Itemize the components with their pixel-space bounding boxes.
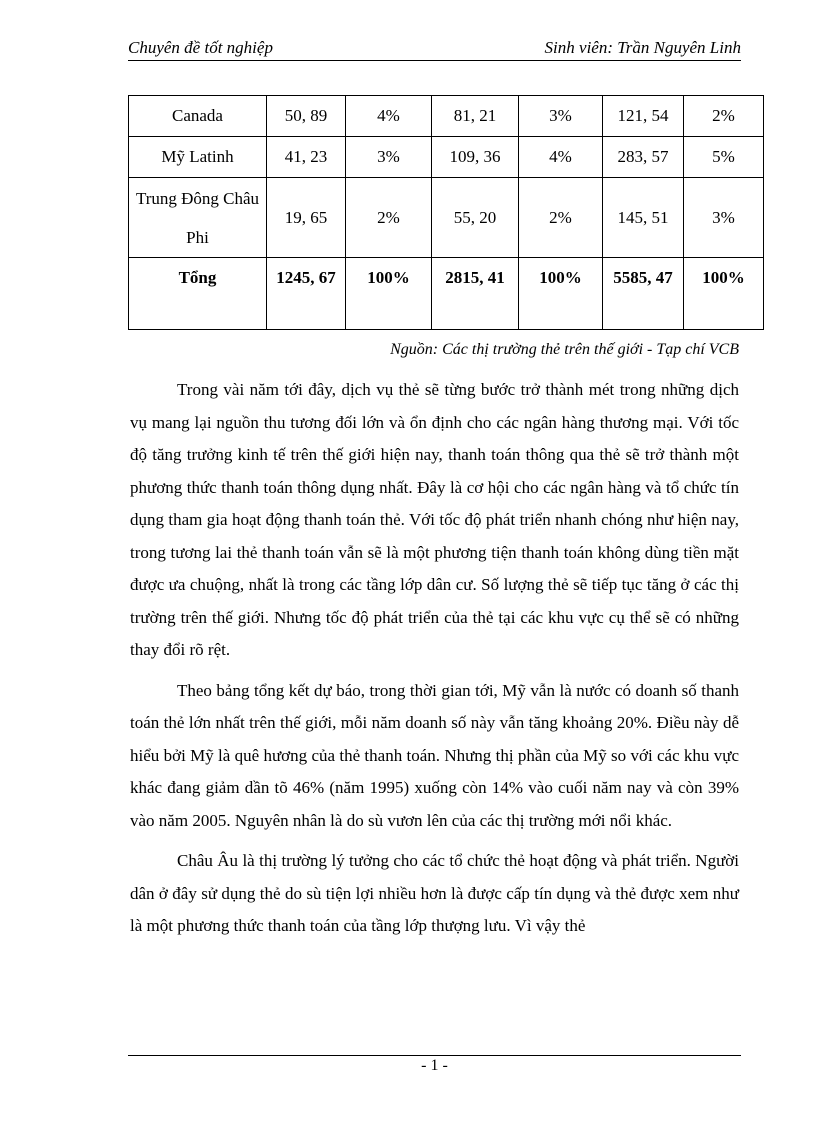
region-cell: Mỹ Latinh (129, 137, 267, 178)
share-cell: 2% (346, 178, 432, 258)
value-cell: 55, 20 (432, 178, 519, 258)
region-cell: Trung Đông Châu Phi (129, 178, 267, 258)
table-total-row (129, 258, 764, 330)
share-cell: 2% (684, 96, 764, 137)
body-text (130, 374, 739, 951)
share-cell: 3% (346, 137, 432, 178)
table-row (129, 137, 764, 178)
value-cell: 50, 89 (267, 96, 346, 137)
page-header (128, 38, 741, 61)
total-label-cell: Tổng (129, 258, 267, 330)
header-author: Sinh viên: Trần Nguyên Linh (544, 38, 741, 57)
table-source-note: Nguồn: Các thị trường thẻ trên thế giới - Tạp chí VCB (390, 341, 739, 358)
total-value-cell: 1245, 67 (267, 258, 346, 330)
total-share-cell: 100% (346, 258, 432, 330)
value-cell: 41, 23 (267, 137, 346, 178)
value-cell: 81, 21 (432, 96, 519, 137)
total-share-cell: 100% (519, 258, 603, 330)
value-cell: 145, 51 (603, 178, 684, 258)
value-cell: 109, 36 (432, 137, 519, 178)
table-row (129, 178, 764, 258)
share-cell: 5% (684, 137, 764, 178)
paragraph: Châu Âu là thị trường lý tưởng cho các tổ chức thẻ hoạt động và phát triển. Người dân ở đây sử dụng thẻ do sù tiện lợi nhiều hơn là được cấp tín dụng và thẻ được xem như là một phương thức thanh toán của tầng lớp thượng lưu. Vì vậy thẻ (130, 851, 739, 935)
region-cell: Canada (129, 96, 267, 137)
card-revenue-table (128, 95, 764, 330)
table-row (129, 96, 764, 137)
footer-divider (128, 1055, 741, 1056)
share-cell: 3% (684, 178, 764, 258)
total-value-cell: 2815, 41 (432, 258, 519, 330)
share-cell: 4% (346, 96, 432, 137)
header-title: Chuyên đề tốt nghiệp (128, 38, 273, 57)
total-share-cell: 100% (684, 258, 764, 330)
paragraph: Theo bảng tổng kết dự báo, trong thời gian tới, Mỹ vẫn là nước có doanh số thanh toán thẻ lớn nhất trên thế giới, mỗi năm doanh số này vẫn tăng khoảng 20%. Điều này dễ hiểu bởi Mỹ là quê hương của thẻ thanh toán. Nhưng thị phần của Mỹ so với các khu vực khác đang giảm dần tõ 46% (năm 1995) xuống còn 14% vào cuối năm nay và còn 39% vào năm 2005. Nguyên nhân là do sù vươn lên của các thị trường mới nổi khác. (130, 680, 739, 830)
share-cell: 2% (519, 178, 603, 258)
value-cell: 283, 57 (603, 137, 684, 178)
page-number: - 1 - (421, 1057, 448, 1074)
total-value-cell: 5585, 47 (603, 258, 684, 330)
value-cell: 19, 65 (267, 178, 346, 258)
value-cell: 121, 54 (603, 96, 684, 137)
share-cell: 3% (519, 96, 603, 137)
paragraph: Trong vài năm tới đây, dịch vụ thẻ sẽ từng bước trở thành mét trong những dịch vụ mang lại nguồn thu tương đối lớn và ổn định cho các ngân hàng thương mại. Với tốc độ tăng trưởng kinh tế trên thế giới hiện nay, thanh toán thông qua thẻ sẽ trở thành một phương thức thanh toán thông dụng nhất. Đây là cơ hội cho các ngân hàng và tổ chức tín dụng tham gia hoạt động thanh toán thẻ. Với tốc độ phát triển nhanh chóng như hiện nay, trong tương lai thẻ thanh toán vẫn sẽ là một phương tiện thanh toán không dùng tiền mặt được ưa chuộng, nhất là trong các tầng lớp dân cư. Số lượng thẻ sẽ tiếp tục tăng ở các thị trường trên thế giới. Nhưng tốc độ phát triển của thẻ tại các khu vực cụ thể sẽ có những thay đổi rõ rệt. (130, 380, 739, 659)
share-cell: 4% (519, 137, 603, 178)
